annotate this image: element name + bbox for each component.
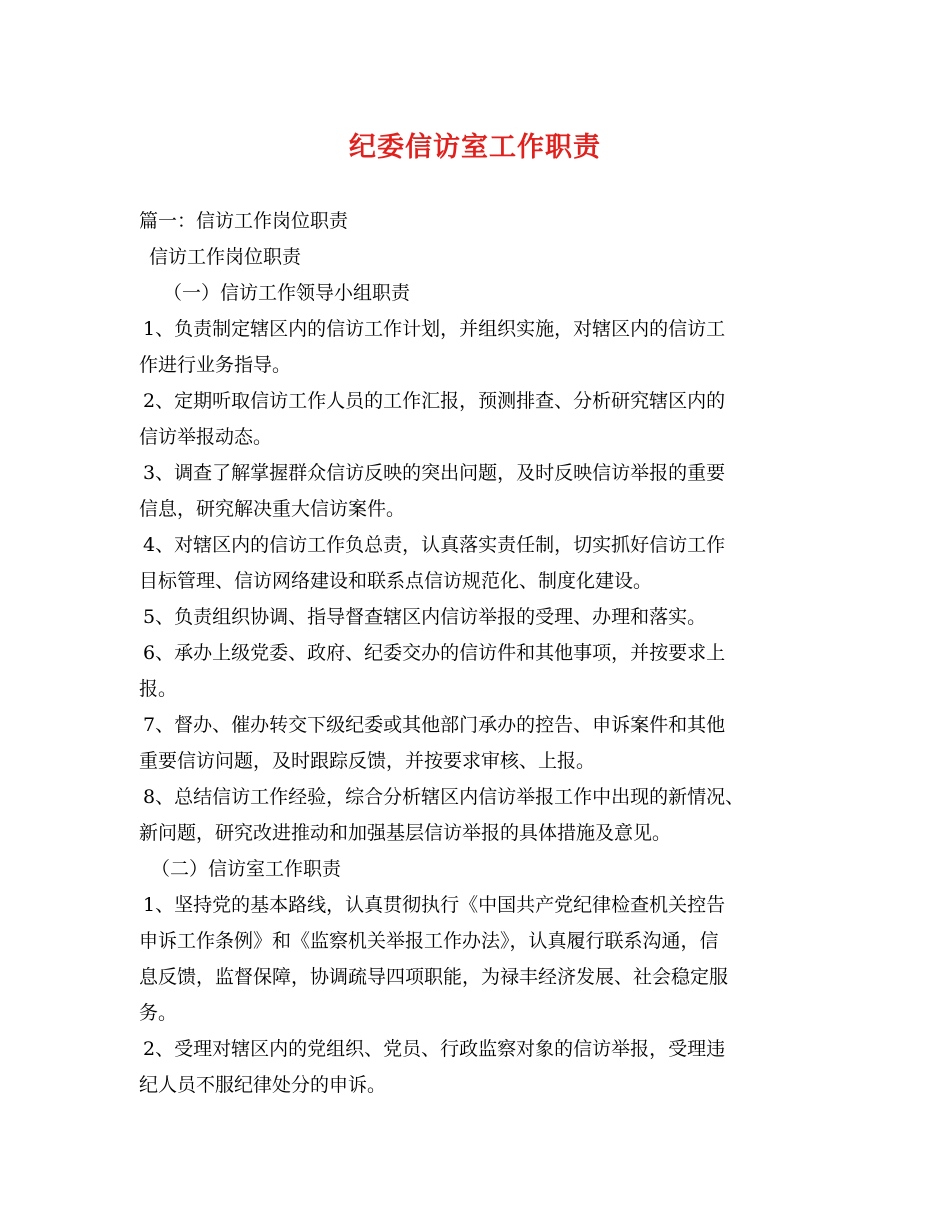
subsection-heading: （二）信访室工作职责 <box>151 858 342 880</box>
subheading: 信访工作岗位职责 <box>149 246 302 268</box>
paragraph-line: 信访举报动态。 <box>139 426 273 448</box>
paragraph-line: 息反馈，监督保障，协调疏导四项职能，为禄丰经济发展、社会稳定服 <box>139 966 729 988</box>
document-body <box>139 203 829 1103</box>
paragraph-line: 8、总结信访工作经验，综合分析辖区内信访举报工作中出现的新情况、 <box>143 786 745 808</box>
paragraph-line: 作进行业务指导。 <box>139 354 292 376</box>
paragraph-line: 重要信访问题，及时跟踪反馈，并按要求审核、上报。 <box>139 750 596 772</box>
paragraph-line: 5、负责组织协调、指导督查辖区内信访举报的受理、办理和落实。 <box>143 606 707 628</box>
paragraph-line: 1、负责制定辖区内的信访工作计划，并组织实施，对辖区内的信访工 <box>143 318 726 340</box>
paragraph-line: 新问题，研究改进推动和加强基层信访举报的具体措施及意见。 <box>139 822 672 844</box>
paragraph-line: 7、督办、催办转交下级纪委或其他部门承办的控告、申诉案件和其他 <box>143 714 726 736</box>
paragraph-line: 纪人员不服纪律处分的申诉。 <box>139 1074 387 1096</box>
paragraph-line: 4、对辖区内的信访工作负总责，认真落实责任制，切实抓好信访工作 <box>143 534 726 556</box>
paragraph-line: 2、定期听取信访工作人员的工作汇报，预测排查、分析研究辖区内的 <box>143 390 726 412</box>
paragraph-line: 申诉工作条例》和《监察机关举报工作办法》，认真履行联系沟通，信 <box>139 930 719 952</box>
paragraph-line: 3、调查了解掌握群众信访反映的突出问题，及时反映信访举报的重要 <box>143 462 726 484</box>
paragraph-line: 报。 <box>139 678 178 700</box>
paragraph-line: 1、坚持党的基本路线，认真贯彻执行《中国共产党纪律检查机关控告 <box>143 894 726 916</box>
paragraph-line: 信息，研究解决重大信访案件。 <box>139 498 406 520</box>
paragraph-line: 6、承办上级党委、政府、纪委交办的信访件和其他事项，并按要求上 <box>143 642 726 664</box>
document-title: 纪委信访室工作职责 <box>349 132 601 163</box>
paragraph-line: 目标管理、信访网络建设和联系点信访规范化、制度化建设。 <box>139 570 653 592</box>
section-heading: 篇一：信访工作岗位职责 <box>139 210 349 232</box>
paragraph-line: 2、受理对辖区内的党组织、党员、行政监察对象的信访举报，受理违 <box>143 1038 726 1060</box>
paragraph-line: 务。 <box>139 1002 178 1024</box>
subsection-heading: （一）信访工作领导小组职责 <box>163 282 411 304</box>
